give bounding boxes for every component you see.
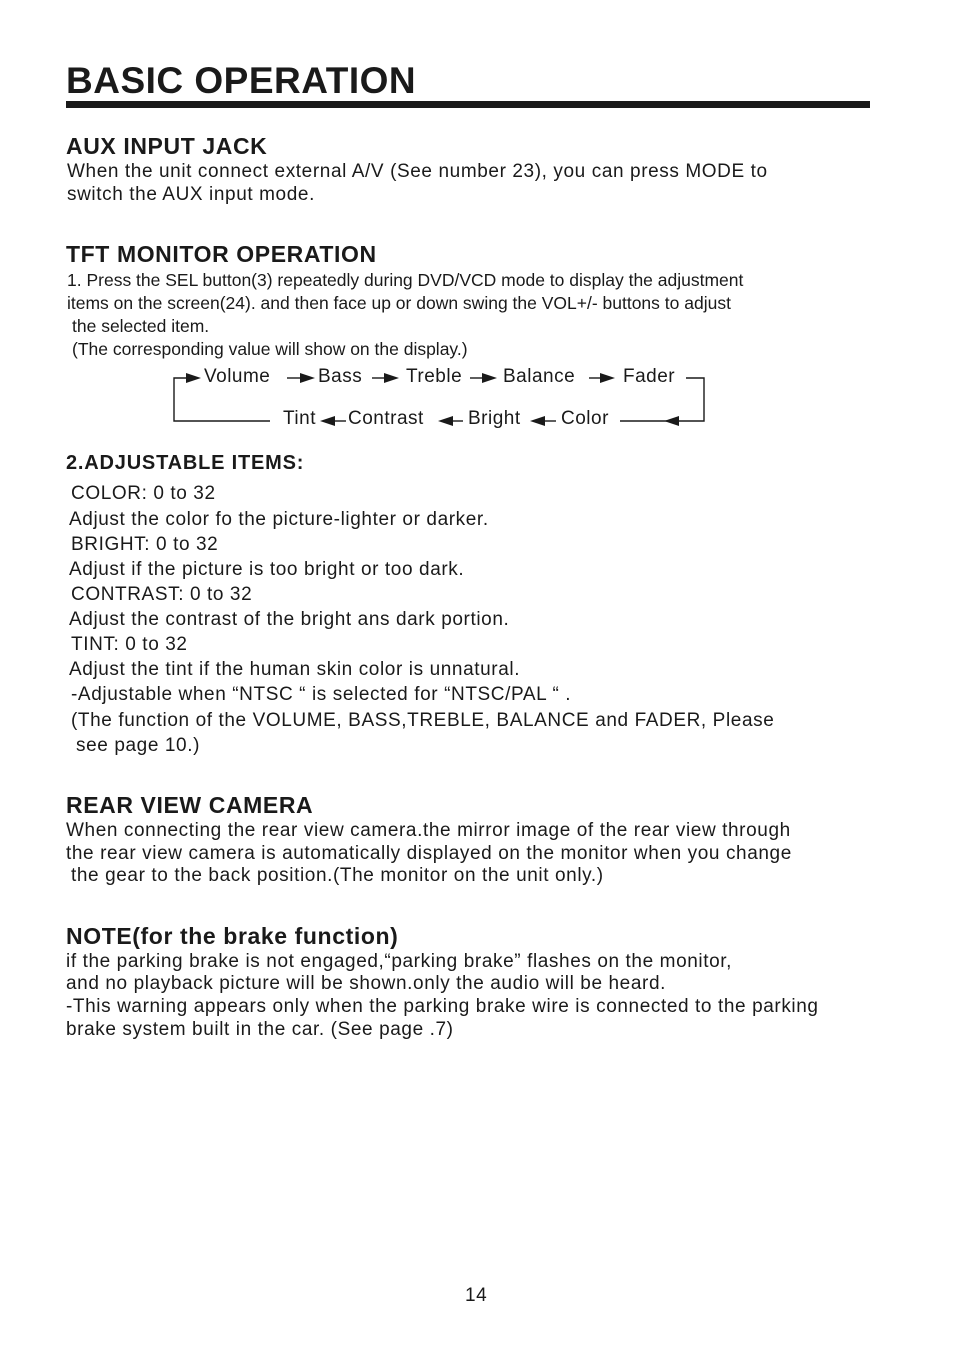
aux-text-line-1: When the unit connect external A/V (See number 23), you can press MODE to bbox=[67, 161, 768, 182]
adjustable-line-11: see page 10.) bbox=[76, 735, 200, 756]
arrow-right-icon bbox=[300, 373, 315, 383]
adjustable-line-10: (The function of the VOLUME, BASS,TREBLE, BALANCE and FADER, Please bbox=[71, 710, 775, 731]
rear-text-line-1: When connecting the rear view camera.the mirror image of the rear view through bbox=[66, 820, 791, 841]
flow-item-bright: Bright bbox=[468, 408, 521, 429]
tft-text-line-4: (The corresponding value will show on the display.) bbox=[72, 339, 468, 359]
flow-item-treble: Treble bbox=[406, 366, 463, 387]
title-rule bbox=[66, 101, 870, 108]
note-text-line-3: -This warning appears only when the parking brake wire is connected to the parking bbox=[66, 996, 819, 1017]
tft-text-line-3: the selected item. bbox=[72, 316, 210, 336]
note-text-line-1: if the parking brake is not engaged,“parking brake” flashes on the monitor, bbox=[66, 951, 733, 972]
arrow-right-icon bbox=[384, 373, 399, 383]
arrow-right-icon bbox=[186, 373, 201, 383]
flow-item-volume: Volume bbox=[204, 366, 271, 387]
note-text-line-4: brake system built in the car. (See page .7) bbox=[66, 1019, 454, 1040]
adjustable-line-2: Adjust the color fo the picture-lighter or darker. bbox=[69, 509, 489, 530]
adjustable-line-5: CONTRAST: 0 to 32 bbox=[71, 584, 253, 605]
adjustable-line-8: Adjust the tint if the human skin color is unnatural. bbox=[69, 659, 521, 680]
flow-item-contrast: Contrast bbox=[348, 408, 424, 429]
adjustable-line-1: COLOR: 0 to 32 bbox=[71, 483, 216, 504]
tft-text-line-2: items on the screen(24). and then face up or down swing the VOL+/- buttons to adjust bbox=[67, 293, 731, 313]
page-title: BASIC OPERATION bbox=[66, 60, 417, 101]
note-heading: NOTE(for the brake function) bbox=[66, 923, 399, 949]
flow-item-fader: Fader bbox=[623, 366, 676, 387]
tft-heading: TFT MONITOR OPERATION bbox=[66, 241, 377, 267]
tft-text-line-1: 1. Press the SEL button(3) repeatedly during DVD/VCD mode to display the adjustment bbox=[67, 270, 744, 290]
arrow-left-icon bbox=[438, 416, 453, 426]
flow-item-bass: Bass bbox=[318, 366, 363, 387]
page-number: 14 bbox=[465, 1285, 488, 1306]
aux-text-line-2: switch the AUX input mode. bbox=[67, 184, 315, 205]
arrow-left-icon bbox=[320, 416, 335, 426]
adjustable-line-6: Adjust the contrast of the bright ans dark portion. bbox=[69, 609, 510, 630]
arrow-right-icon bbox=[482, 373, 497, 383]
arrow-left-icon bbox=[530, 416, 545, 426]
rear-text-line-2: the rear view camera is automatically displayed on the monitor when you change bbox=[66, 843, 792, 864]
adjustable-heading: 2.ADJUSTABLE ITEMS: bbox=[66, 452, 305, 474]
adjustable-line-3: BRIGHT: 0 to 32 bbox=[71, 534, 219, 555]
arrow-right-icon bbox=[600, 373, 615, 383]
adjustable-line-4: Adjust if the picture is too bright or too dark. bbox=[69, 559, 465, 580]
flow-item-color: Color bbox=[561, 408, 609, 429]
rear-text-line-3: the gear to the back position.(The monitor on the unit only.) bbox=[71, 865, 604, 886]
arrow-left-icon bbox=[664, 416, 679, 426]
aux-heading: AUX INPUT JACK bbox=[66, 133, 268, 159]
adjustable-line-9: -Adjustable when “NTSC “ is selected for “NTSC/PAL “ . bbox=[71, 684, 572, 705]
flow-item-balance: Balance bbox=[503, 366, 576, 387]
rear-heading: REAR VIEW CAMERA bbox=[66, 792, 314, 818]
flow-item-tint: Tint bbox=[283, 408, 316, 429]
note-text-line-2: and no playback picture will be shown.only the audio will be heard. bbox=[66, 973, 666, 994]
adjustable-line-7: TINT: 0 to 32 bbox=[71, 634, 188, 655]
